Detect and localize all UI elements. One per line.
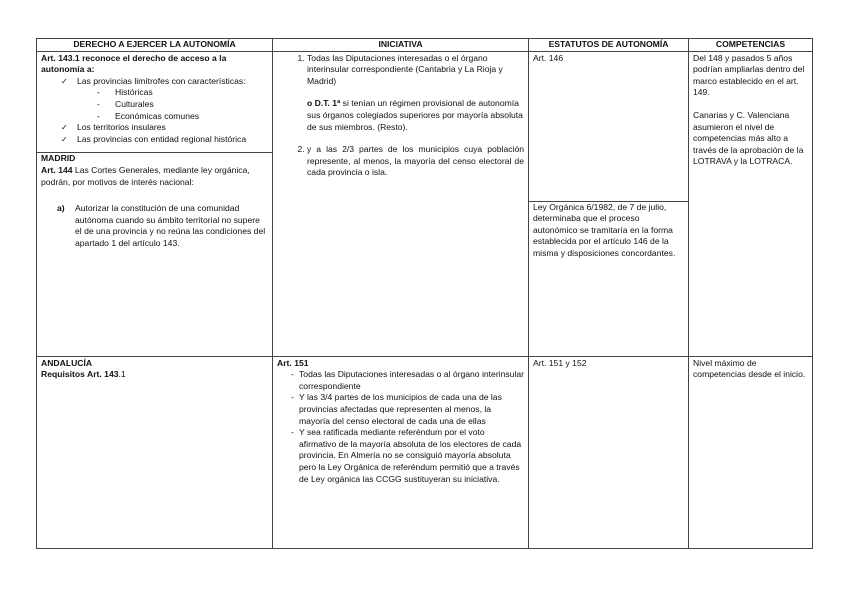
check-item: ✓ Las provincias limítrofes con características: - Históricas - Culturales - Económicas comunes	[61, 76, 268, 122]
art-144-paragraph	[41, 165, 268, 188]
andalucia-title: ANDALUCÍA	[41, 357, 93, 368]
cell-derecho	[37, 51, 273, 356]
autonomy-table	[36, 38, 813, 549]
characteristics-list	[77, 87, 268, 122]
art-144-item-a	[41, 203, 268, 249]
iniciativa-item: 1. Todas las Diputaciones interesadas o el órgano interinsular correspondiente (Cantabria y La Rioja y Madrid) o D.T. 1ª si tenían un régimen provisional de autonomía sus órganos colegiados superiores por mayoría absoluta de sus miembros. (Resto).	[307, 53, 524, 145]
art-144-text: Las Cortes Generales, mediante ley orgánica, podrán, por motivos de interés nacional:	[41, 164, 250, 187]
cell-competencias	[689, 51, 813, 356]
art-151-item: - Y las 3/4 partes de los municipios de cada una de las provincias afectadas que representen al menos, la mayoría del censo electoral de cada una de ellas	[291, 392, 524, 427]
characteristic-item: - Económicas comunes	[97, 111, 268, 123]
characteristic-item: - Culturales	[97, 99, 268, 111]
madrid-title: MADRID	[41, 153, 76, 164]
item-a-text: Autorizar la constitución de una comunidad autónoma cuando su ámbito territorial no supere el de una provincia y no reúna las condiciones del apartado 1 del artículo 143.	[75, 203, 266, 248]
table-row	[37, 356, 813, 548]
cell-andalucia	[37, 356, 273, 548]
cell-estatutos-151: Art. 151 y 152	[529, 356, 689, 548]
access-checklist	[41, 76, 268, 146]
dt-ref: o D.T. 1ª	[307, 98, 341, 109]
header-competencias: COMPETENCIAS	[689, 39, 813, 52]
iniciativa-list	[277, 53, 524, 179]
iniciativa-item: 2. y a las 2/3 partes de los municipios cuya población represente, al menos, la mayoría del censo electoral de cada provincia o isla.	[307, 144, 524, 179]
art-151-title: Art. 151	[277, 357, 309, 368]
cell-estatutos	[529, 51, 689, 356]
table-header-row	[37, 39, 813, 52]
cell-competencias-max: Nivel máximo de competencias desde el inicio.	[689, 356, 813, 548]
dt-text: si tenían un régimen provisional de autonomía sus órganos colegiados superiores por mayoría absoluta de sus miembros. (Resto).	[307, 98, 523, 132]
art-143-ref: Art. 143.1	[41, 52, 80, 63]
art-151-item: - Y sea ratificada mediante referéndum por el voto afirmativo de la mayoría absoluta de los electores de cada provincia. En Almería no se consiguió mayoría absoluta pero la Ley Orgánica de referéndum permitió que a través de Ley orgánica las CCGG sustituyeran su iniciativa.	[291, 427, 524, 485]
art-151-item: - Todas las Diputaciones interesadas o al órgano interinsular correspondiente	[291, 369, 524, 392]
table-row	[37, 51, 813, 356]
characteristic-item: - Históricas	[97, 87, 268, 99]
cell-iniciativa	[273, 51, 529, 356]
item-a-label: a)	[57, 203, 65, 214]
andalucia-requisitos: Requisitos Art. 143.1	[41, 369, 126, 380]
art-151-list	[277, 369, 524, 485]
cell-art-151	[273, 356, 529, 548]
estatutos-ley-organica: Ley Orgánica 6/1982, de 7 de julio, determinaba que el proceso autonómico se tramitaría en la forma establecida por el artículo 146 de la misma y disposiciones concordantes.	[533, 201, 676, 258]
competencias-p1: Del 148 y pasados 5 años podrían ampliarlas dentro del marco establecido en el art. 149.	[693, 52, 805, 98]
estatutos-art-146: Art. 146	[533, 52, 564, 63]
art-143-intro	[41, 53, 268, 76]
competencias-p2: Canarias y C. Valenciana asumieron el nivel de competencias más alto a través de la aprobación de la LOTRAVA y la LOTRACA.	[693, 109, 804, 167]
art-144-ref: Art. 144	[41, 164, 73, 175]
dt-paragraph	[307, 98, 524, 133]
header-derecho: DERECHO A EJERCER LA AUTONOMÍA	[37, 39, 273, 52]
art-143-text: reconoce el derecho de acceso a la autonomía a:	[41, 52, 227, 75]
header-iniciativa: INICIATIVA	[273, 39, 529, 52]
check-item: ✓ Las provincias con entidad regional histórica	[61, 134, 268, 146]
check-item: ✓ Los territorios insulares	[61, 122, 268, 134]
header-estatutos: ESTATUTOS DE AUTONOMÍA	[529, 39, 689, 52]
